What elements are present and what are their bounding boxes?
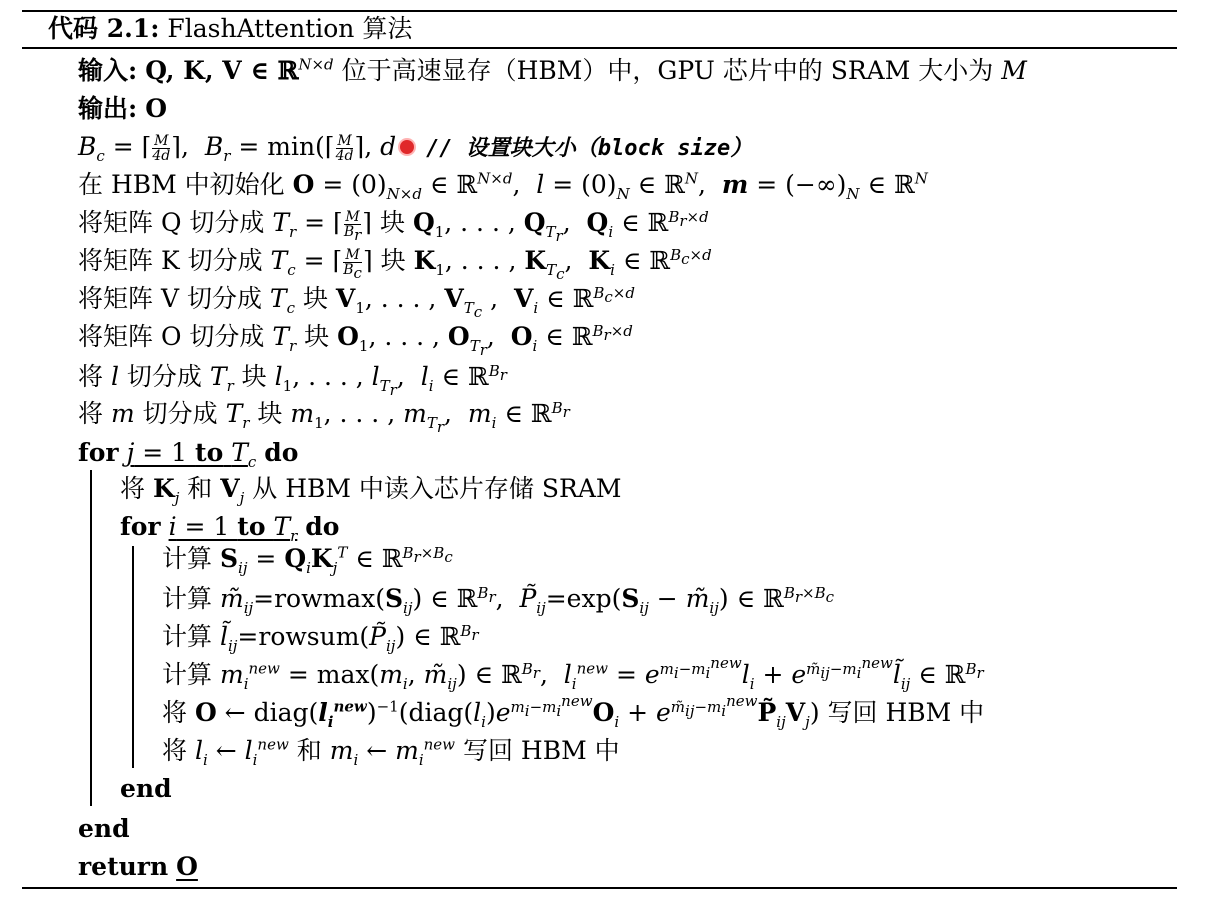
- load-kv-line: 将 $K_j$ 和 $V_j$ 从 HBM 中读入芯片存储 SRAM: [120, 474, 622, 507]
- split-m-line: 将 m 切分成 $T_r$ 块 $m_1$, . . . , $m_{T_r}$, $m_i$ ∈ ℝ$^{B_r}$: [78, 398, 570, 436]
- bottom-rule: [22, 887, 1177, 889]
- kw-do-inner: do: [305, 512, 340, 541]
- split-o-line: 将矩阵 O 切分成 $T_r$ 块 $O_1$, . . . , $O_{T_r}$, $O_i$ ∈ ℝ$^{B_r\times d}$: [78, 321, 633, 359]
- compute-l-line: 计算 $l̃_{ij}=rowsum(P̃_{ij})$ ∈ ℝ$^{B_r}$: [162, 621, 479, 655]
- input-text-pre: Q, K, V ∈ ℝ: [145, 56, 299, 85]
- init-text: 在 HBM 中初始化: [78, 170, 285, 199]
- split-q-line: 将矩阵 Q 切分成 $T_r$ = ⌈ $\frac{M}{B_r}$ ⌉ 块 $Q_1$, . . . , $Q_{T_r}$, $Q_i$ ∈ ℝ$^{B_r\times d}$: [78, 207, 709, 245]
- split-v-line: 将矩阵 V 切分成 $T_c$ 块 $V_1$, . . . , $V_{T_c}$ , $V_i$ ∈ ℝ$^{B_c\times d}$: [78, 283, 635, 321]
- cursor-marker: [398, 138, 416, 156]
- kw-to-outer: to: [195, 438, 224, 467]
- compute-new-line: 计算 $m_i^{new} = \max(m_i$, $m̃_{ij}$) ∈ ℝ$^{B_r}$, $l_i^{new} = e^{m_i-m_i^{new}}l_i$ + $e^{m̃_{ij}-m_i^{new}}l̃_{ij}$ ∈ ℝ$^{B_r}$: [162, 653, 984, 693]
- output-value: O: [145, 94, 167, 123]
- outer-end-line: [78, 814, 130, 844]
- update-lm-line: 将 $l_i$ ← $l_i^{new}$ 和 $m_i$ ← $m_i^{new}$ 写回 HBM 中: [162, 735, 620, 769]
- split-o-text: 将矩阵 O 切分成: [78, 322, 265, 351]
- output-line: [78, 94, 167, 124]
- compute-s-line: 计算 $S_{ij} = Q_iK_j^T$ ∈ ℝ$^{B_r\times B_c}$: [162, 543, 453, 577]
- update-o-line: 将 O ← $diag(l_i^{new})^{-1}(diag(l_i)e^{m_i-m_i^{new}}O_i$ + $e^{m̃_{ij}-m_i^{new}}P̃_{ij}V_j$) 写回 HBM 中: [162, 691, 985, 731]
- kw-end-inner: end: [120, 774, 172, 803]
- split-v-text: 将矩阵 V 切分成: [78, 284, 262, 313]
- compute-label-4: 计算: [162, 660, 213, 689]
- compute-label-1: 计算: [162, 544, 213, 573]
- return-value: O: [176, 852, 198, 881]
- inner-for-line: for i = 1 to $T_r$ do: [120, 512, 340, 545]
- output-label: 输出:: [78, 94, 138, 123]
- kw-for-inner: for: [120, 512, 161, 541]
- kw-for-outer: for: [78, 438, 119, 467]
- outer-loop-bar: [90, 470, 92, 806]
- compute-label-2: 计算: [162, 584, 213, 613]
- init-line: 在 HBM 中初始化 $O = (0)_{N\times d}$ ∈ ℝ$^{N\times d}$, $l = (0)_N$ ∈ ℝ$^N$, $m = (-\infty)_N$ ∈ ℝ$^N$: [78, 169, 928, 203]
- block-size-comment: // 设置块大小（block size）: [426, 136, 753, 161]
- split-m-text: 将: [78, 399, 104, 428]
- load-kv-text: 从 HBM 中读入芯片存储 SRAM: [252, 474, 622, 503]
- split-q-text: 将矩阵 Q 切分成: [78, 208, 265, 237]
- split-l-text: 将: [78, 362, 104, 391]
- inner-loop-bar: [132, 546, 134, 768]
- compute-m-p-line: 计算 $m̃_{ij}=rowmax(S_{ij})$ ∈ ℝ$^{B_r}$, $P̃_{ij}=\exp(S_{ij}$ − $m̃_{ij}$) ∈ ℝ$^{B_r\times B_c}$: [162, 583, 835, 617]
- top-rule: [22, 10, 1177, 12]
- write-back-2: 写回 HBM 中: [462, 736, 620, 765]
- caption-title: FlashAttention 算法: [167, 14, 413, 43]
- split-k-text: 将矩阵 K 切分成: [78, 246, 263, 275]
- split-l-line: 将 l 切分成 $T_r$ 块 $l_1$, . . . , $l_{T_r}$, $l_i$ ∈ ℝ$^{B_r}$: [78, 361, 507, 399]
- caption-label: 代码 2.1:: [48, 14, 160, 43]
- kw-return: return: [78, 852, 169, 881]
- caption-rule: [22, 47, 1177, 49]
- input-sup: N×d: [298, 55, 334, 74]
- write-back-1: 写回 HBM 中: [827, 698, 985, 727]
- kw-end-outer: end: [78, 814, 130, 843]
- outer-for-line: for j = 1 to $T_c$ do: [78, 438, 299, 471]
- kw-to-inner: to: [237, 512, 266, 541]
- inner-end-line: [120, 774, 172, 804]
- return-line: [78, 852, 198, 882]
- compute-label-3: 计算: [162, 622, 213, 651]
- input-text-mid: 位于高速显存（HBM）中，GPU 芯片中的 SRAM 大小为: [333, 56, 1002, 85]
- input-label: 输入:: [78, 56, 138, 85]
- caption: [48, 14, 412, 44]
- input-line: [78, 56, 1027, 86]
- split-k-line: 将矩阵 K 切分成 $T_c$ = ⌈ $\frac{M}{B_c}$ ⌉ 块 $K_1$, . . . , $K_{T_c}$, $K_i$ ∈ ℝ$^{B_c\times d}$: [78, 245, 712, 283]
- input-m: M: [1001, 56, 1027, 85]
- block-size-line: $B_c$ = ⌈ $\frac{M}{4d}$ ⌉, $B_r$ = min(⌈ $\frac{M}{4d}$ ⌉, d // 设置块大小（block size）: [78, 132, 753, 165]
- kw-do-outer: do: [264, 438, 299, 467]
